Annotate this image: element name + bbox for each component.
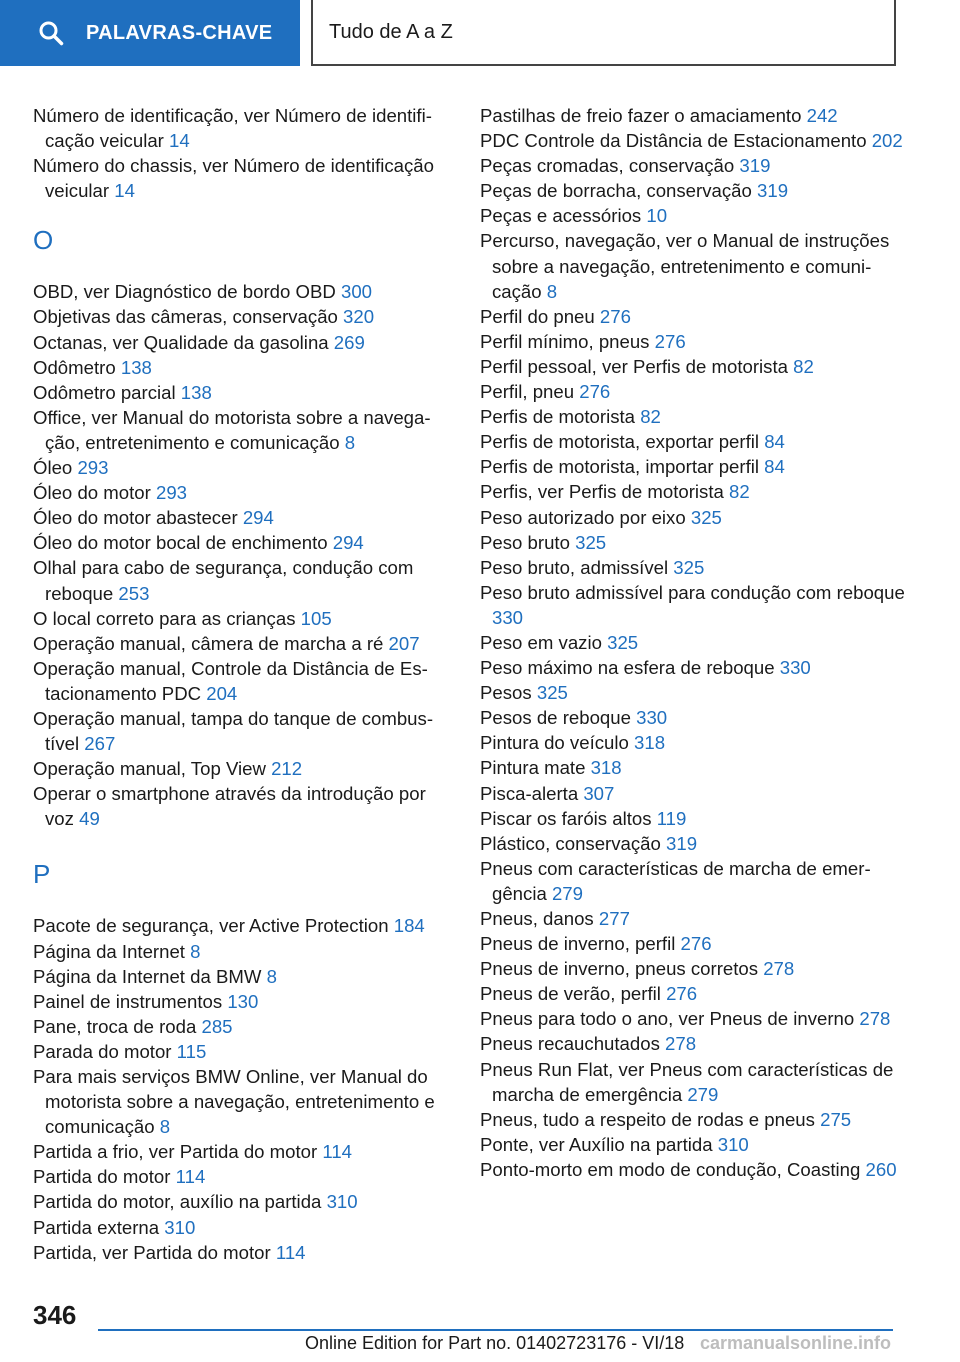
index-entry-text: Pneus, danos [480, 908, 594, 929]
index-entry [480, 580, 905, 630]
index-entry [480, 128, 905, 153]
index-entry [480, 730, 905, 755]
index-entry-text: Página da Internet [33, 940, 185, 962]
index-page-link[interactable]: 242 [806, 105, 838, 126]
index-page-link[interactable]: 275 [820, 1108, 852, 1130]
index-entry [33, 505, 453, 530]
index-page-link[interactable]: 8 [190, 940, 201, 962]
index-entry-text: PDC Controle da Distância de Estacionamento [480, 130, 867, 152]
index-entry [480, 705, 905, 730]
index-entry [480, 1031, 905, 1056]
index-entry-text: Plástico, conservação [480, 832, 661, 854]
index-page-link[interactable]: 212 [271, 758, 303, 780]
index-group-p-right [480, 103, 905, 1182]
index-entry-text: Ponto-morto em modo de condução, Coasting [480, 1158, 861, 1180]
index-entry [33, 913, 453, 938]
index-entry [33, 656, 453, 706]
index-page-link[interactable]: 14 [169, 130, 190, 152]
index-page-link[interactable]: 138 [180, 381, 212, 403]
index-entry-text: Operação manual, Controle da Distância de Estacionamento PDC [33, 657, 428, 704]
index-page-link[interactable]: 114 [175, 1166, 206, 1188]
index-entry [480, 931, 905, 956]
index-entry-text: Office, ver Manual do motorista sobre a navegação, entretenimento e comunicação [33, 406, 431, 453]
index-entry-text: Peso bruto admissível para condução com reboque [480, 581, 905, 603]
index-entry [33, 1139, 453, 1164]
index-entry [480, 203, 905, 228]
index-page-link[interactable]: 293 [156, 482, 188, 504]
index-page-link[interactable]: 202 [871, 130, 903, 152]
index-page-link[interactable]: 115 [176, 1040, 207, 1062]
index-entry-text: Página da Internet da BMW [33, 965, 262, 987]
index-page-link[interactable]: 8 [344, 431, 356, 453]
index-entry [33, 781, 453, 831]
index-entry-text: Peças de borracha, conservação [480, 180, 752, 202]
index-page-link[interactable]: 207 [388, 632, 420, 654]
index-entry-text: Peças e acessórios [480, 205, 642, 227]
index-page-link[interactable]: 276 [666, 983, 698, 1005]
index-page-link[interactable]: 138 [120, 356, 152, 378]
index-entry [33, 964, 453, 989]
index-entry [480, 680, 905, 705]
index-page-link[interactable]: 10 [646, 205, 668, 227]
index-group-o [33, 279, 453, 831]
index-entry [480, 831, 905, 856]
index-entry-text: Pane, troca de roda [33, 1015, 197, 1037]
index-entry [33, 606, 453, 631]
index-page-link[interactable]: 276 [654, 330, 686, 352]
keywords-label: PALAVRAS-CHAVE [86, 21, 273, 44]
index-page-link[interactable]: 278 [763, 958, 795, 980]
index-entry [33, 455, 453, 480]
tab-a-to-z[interactable] [311, 0, 896, 66]
index-entry-text: Pneus de inverno, perfil [480, 933, 676, 955]
index-column-right [480, 103, 905, 1182]
index-entry [480, 630, 905, 655]
index-entry [480, 1107, 905, 1132]
index-entry-text: Odômetro parcial [33, 381, 176, 403]
index-page-link[interactable]: 269 [333, 331, 365, 353]
index-entry-text: Peso máximo na esfera de reboque [480, 657, 775, 679]
index-page-link[interactable]: 119 [656, 807, 687, 829]
index-page-link[interactable]: 276 [599, 305, 631, 327]
index-page-link[interactable]: 310 [326, 1191, 358, 1213]
index-entry [480, 379, 905, 404]
index-entry [480, 228, 905, 303]
index-page-link[interactable]: 49 [79, 808, 100, 830]
index-entry [480, 354, 905, 379]
index-entry [33, 355, 453, 380]
index-group-n [33, 103, 453, 203]
index-entry-text: Pintura do veículo [480, 732, 629, 754]
index-entry-text: Pneus recauchutados [480, 1033, 660, 1055]
index-entry [33, 989, 453, 1014]
index-entry-text: Ponte, ver Auxílio na partida [480, 1133, 713, 1155]
index-entry [480, 1006, 905, 1031]
index-entry-text: Óleo do motor abastecer [33, 507, 238, 529]
index-page-link[interactable]: 105 [300, 607, 332, 629]
index-entry-text: Painel de instrumentos [33, 990, 223, 1012]
index-page-link[interactable]: 8 [266, 965, 277, 987]
index-entry [33, 153, 453, 203]
index-page-link[interactable]: 310 [164, 1216, 196, 1238]
index-page-link[interactable]: 267 [84, 733, 116, 755]
index-entry-text: Número do chassis, ver Número de identificação veicular [33, 155, 434, 202]
index-entry [480, 1132, 905, 1157]
index-page-link[interactable]: 307 [583, 782, 615, 804]
index-entry-text: Piscar os faróis altos [480, 807, 652, 829]
search-icon [38, 20, 64, 46]
index-entry-text: Octanas, ver Qualidade da gasolina [33, 331, 329, 353]
index-page-link[interactable]: 320 [343, 306, 375, 328]
index-entry [480, 981, 905, 1006]
index-page-link[interactable]: 260 [865, 1158, 897, 1180]
index-entry [33, 706, 453, 756]
index-entry-text: OBD, ver Diagnóstico de bordo OBD [33, 281, 336, 303]
index-entry-text: Partida do motor [33, 1166, 171, 1188]
index-entry [33, 939, 453, 964]
index-page-link[interactable]: 130 [227, 990, 259, 1012]
index-entry-text: Partida externa [33, 1216, 160, 1238]
index-entry [480, 655, 905, 680]
index-entry-text: Número de identificação, ver Número de identificação veicular [33, 105, 432, 152]
index-entry-text: Pneus para todo o ano, ver Pneus de inverno [480, 1008, 855, 1030]
index-entry [33, 1039, 453, 1064]
index-entry-text: Parada do motor [33, 1040, 172, 1062]
index-entry-text: Partida, ver Partida do motor [33, 1241, 271, 1263]
index-entry-text: Perfis de motorista [480, 406, 636, 428]
index-entry-text: Perfis de motorista, importar perfil [480, 456, 759, 478]
index-entry-text: Pintura mate [480, 757, 586, 779]
index-entry [480, 505, 905, 530]
index-entry-text: Percurso, navegação, ver o Manual de instruções sobre a navegação, entretenimento e comunicação [480, 230, 890, 302]
index-entry-text: Perfis, ver Perfis de motorista [480, 481, 724, 503]
index-entry-text: Perfil mínimo, pneus [480, 330, 650, 352]
index-entry-text: Pacote de segurança, ver Active Protection [33, 915, 389, 937]
index-entry [480, 781, 905, 806]
top-navigation [0, 0, 960, 66]
footer-divider [98, 1329, 893, 1331]
index-entry [33, 1240, 453, 1265]
index-entry-text: Pisca-alerta [480, 782, 579, 804]
index-entry-text: Pneus Run Flat, ver Pneus com características de marcha de emergência [480, 1058, 894, 1105]
index-page-link[interactable]: 294 [332, 532, 364, 554]
index-entry [33, 1064, 453, 1139]
index-entry-text: Perfis de motorista, exportar perfil [480, 431, 760, 453]
index-entry [33, 530, 453, 555]
tab-a-to-z-label: Tudo de A a Z [329, 20, 453, 43]
index-entry-text: Peso em vazio [480, 631, 602, 653]
index-entry [480, 856, 905, 906]
index-page-link[interactable]: 325 [536, 682, 568, 704]
index-entry [480, 429, 905, 454]
index-entry [480, 103, 905, 128]
index-entry [480, 304, 905, 329]
index-entry-text: Pesos de reboque [480, 707, 631, 729]
index-entry [33, 555, 453, 605]
index-page-link[interactable]: 300 [340, 281, 373, 303]
index-entry [33, 279, 453, 304]
index-entry [33, 103, 453, 153]
index-page-link[interactable]: 277 [598, 908, 630, 929]
index-page-link[interactable]: 14 [114, 180, 135, 202]
index-page-link[interactable]: 84 [764, 431, 785, 453]
index-page-link[interactable]: 276 [680, 933, 712, 955]
index-entry-text: Peso bruto [480, 531, 570, 553]
index-letter-o: O [33, 225, 54, 256]
index-entry [33, 330, 453, 355]
index-page-link[interactable]: 294 [242, 507, 274, 529]
index-entry-text: Pneus de verão, perfil [480, 983, 661, 1005]
index-entry-text: Pneus, tudo a respeito de rodas e pneus [480, 1108, 815, 1130]
page-number: 346 [33, 1300, 77, 1330]
index-entry [33, 1014, 453, 1039]
index-entry [480, 454, 905, 479]
index-page-link[interactable]: 279 [551, 882, 583, 904]
index-page-link[interactable]: 253 [118, 582, 150, 604]
index-entry-text: Olhal para cabo de segurança, condução com reboque [33, 557, 414, 604]
index-entry [480, 1157, 905, 1182]
index-entry [33, 480, 453, 505]
index-page-link[interactable]: 325 [575, 531, 607, 553]
index-page-link[interactable]: 278 [665, 1033, 697, 1055]
edition-footer: Online Edition for Part no. 01402723176 - VI/18 [305, 1333, 685, 1353]
index-entry [480, 906, 905, 931]
index-page-link[interactable]: 285 [201, 1015, 233, 1037]
index-page-link[interactable]: 8 [546, 280, 558, 302]
index-entry-text: Odômetro [33, 356, 116, 378]
index-page-link[interactable]: 184 [393, 915, 425, 937]
index-entry-text: Pneus de inverno, pneus corretos [480, 958, 759, 980]
index-entry-text: Operar o smartphone através da introdução por voz [33, 783, 426, 830]
index-letter-p: P [33, 859, 51, 890]
index-page-link[interactable]: 319 [666, 832, 698, 854]
index-entry [33, 380, 453, 405]
index-entry [480, 956, 905, 981]
index-entry-text: Óleo do motor bocal de enchimento [33, 532, 328, 554]
index-page-link[interactable]: 330 [636, 707, 668, 729]
index-page-link[interactable]: 293 [77, 457, 109, 479]
index-entry-text: Óleo do motor [33, 482, 151, 504]
index-entry-text: Óleo [33, 457, 73, 479]
index-page-link[interactable]: 279 [687, 1083, 719, 1105]
index-entry [33, 405, 453, 455]
index-entry [480, 404, 905, 429]
index-page-link[interactable]: 319 [739, 155, 771, 177]
index-entry-text: Pastilhas de freio fazer o amaciamento [480, 105, 802, 126]
index-group-p-left [33, 913, 453, 1264]
keywords-button[interactable] [0, 0, 300, 66]
index-entry-text: Peças cromadas, conservação [480, 155, 735, 177]
index-page-link[interactable]: 310 [717, 1133, 749, 1155]
index-page-link[interactable]: 319 [757, 180, 789, 202]
index-entry [480, 755, 905, 780]
index-entry [33, 304, 453, 329]
index-entry-text: Pneus com características de marcha de emergência [480, 857, 871, 904]
index-entry-text: Objetivas das câmeras, conservação [33, 306, 338, 328]
index-entry [480, 178, 905, 203]
index-page-link[interactable]: 318 [634, 732, 666, 754]
index-entry [33, 756, 453, 781]
index-entry-text: Peso bruto, admissível [480, 556, 669, 578]
index-page-link[interactable]: 330 [492, 606, 524, 628]
index-page-link[interactable]: 330 [779, 657, 811, 679]
index-entry-text: Pesos [480, 682, 532, 704]
index-entry-text: Partida a frio, ver Partida do motor [33, 1141, 318, 1163]
index-page-link[interactable]: 82 [793, 355, 814, 377]
index-entry-text: Perfil do pneu [480, 305, 595, 327]
index-page-link[interactable]: 114 [275, 1241, 306, 1263]
index-entry [33, 1189, 453, 1214]
index-entry [33, 631, 453, 656]
index-entry-text: Operação manual, tampa do tanque de combustível [33, 707, 434, 755]
index-page-link[interactable]: 325 [607, 631, 639, 653]
index-entry [480, 153, 905, 178]
watermark: carmanualsonline.info [700, 1333, 892, 1353]
index-entry [480, 555, 905, 580]
index-entry [33, 1215, 453, 1240]
index-page-link[interactable]: 325 [673, 556, 705, 578]
index-entry-text: Perfil pessoal, ver Perfis de motorista [480, 355, 788, 377]
index-page-link[interactable]: 276 [579, 381, 611, 403]
index-entry-text: Peso autorizado por eixo [480, 506, 686, 528]
index-page-link[interactable]: 8 [159, 1116, 171, 1138]
index-entry-text: Para mais serviços BMW Online, ver Manual do motorista sobre a navegação, entretenimento e comunicação [33, 1066, 435, 1138]
index-column-left [33, 103, 453, 1265]
index-entry [480, 530, 905, 555]
index-page-link[interactable]: 325 [690, 506, 722, 528]
index-page-link[interactable]: 204 [206, 682, 238, 704]
index-entry-text: Partida do motor, auxílio na partida [33, 1191, 322, 1213]
index-page-link[interactable]: 318 [590, 757, 622, 779]
index-page-link[interactable]: 278 [859, 1008, 891, 1030]
index-entry [480, 806, 905, 831]
index-entry-text: Perfil, pneu [480, 381, 575, 403]
index-entry-text: Operação manual, câmera de marcha a ré [33, 632, 384, 654]
index-entry [480, 479, 905, 504]
index-page-link[interactable]: 84 [764, 456, 785, 478]
index-entry-text: Operação manual, Top View [33, 758, 266, 780]
index-page-link[interactable]: 114 [322, 1141, 353, 1163]
index-entry-text: O local correto para as crianças [33, 607, 296, 629]
index-entry [480, 329, 905, 354]
index-entry [33, 1164, 453, 1189]
index-entry [480, 1057, 905, 1107]
index-page-link[interactable]: 82 [640, 406, 661, 428]
index-page-link[interactable]: 82 [729, 481, 750, 503]
